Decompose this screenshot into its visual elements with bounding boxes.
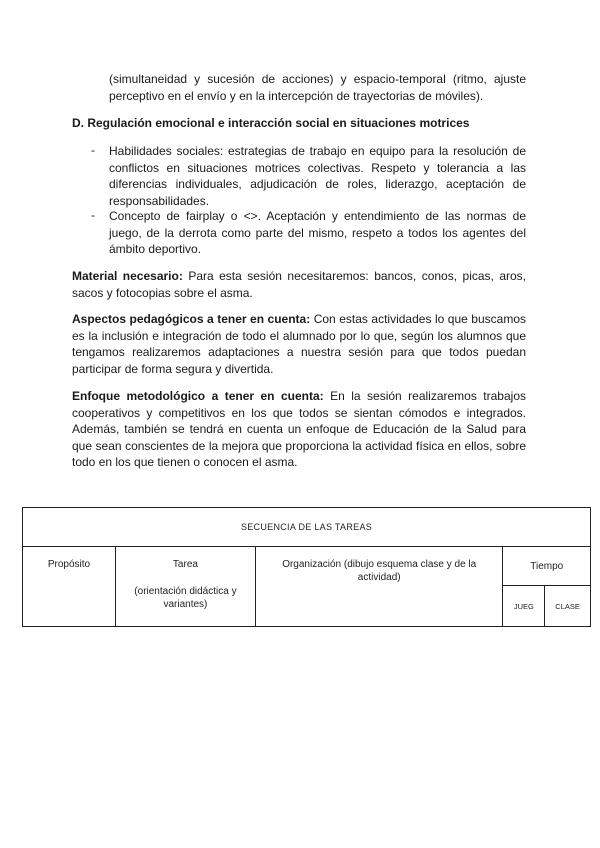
bullet-dash: - [91,208,95,222]
enfoque-paragraph [72,388,526,471]
aspectos-label: Aspectos pedagógicos a tener en cuenta: [72,312,311,326]
aspectos-paragraph [72,311,526,377]
header-tarea-label: Tarea [172,559,198,570]
header-proposito: Propósito [23,547,116,627]
aspectos-text: Con estas actividades lo que buscamos es la inclusión e integración de todo el alumnado por lo que, según los alumnos que tengamos realizaremos adaptaciones a nuestra sesión para que todos puedan participar de forma segura y divertida. [72,312,526,376]
header-organizacion: Organización (dibujo esquema clase y de la actividad) [255,547,503,627]
material-paragraph [72,268,526,301]
bullet-dash: - [91,143,95,157]
section-d-heading: D. Regulación emocional e interacción social en situaciones motrices [72,116,470,130]
enfoque-label: Enfoque metodológico a tener en cuenta: [72,389,324,403]
material-text: Para esta sesión necesitaremos: bancos, conos, picas, aros, sacos y fotocopias sobre el asma. [72,269,526,300]
enfoque-text: En la sesión realizaremos trabajos cooperativos y competitivos en los que todos se sientan cómodos e integrados. Además, también se tendrá en cuenta un enfoque de Educación de la Salud para que sean conscientes de la mejora que proporciona la actividad física en ellos, sobre todo en los que tienen o conocen el asma. [72,389,526,469]
task-sequence-table [22,507,591,627]
header-tiempo: Tiempo [503,547,591,586]
table-title: SECUENCIA DE LAS TAREAS [23,508,591,547]
material-label: Material necesario: [72,269,183,283]
header-tarea-subtitle: (orientación didáctica y variantes) [134,586,237,610]
header-juego: JUEG [503,586,545,627]
intro-continuation: (simultaneidad y sucesión de acciones) y espacio-temporal (ritmo, ajuste perceptivo en el envío y en la intercepción de trayectorias de móviles). [109,72,526,103]
bullet-fairplay: Concepto de fairplay o <>. Aceptación y entendimiento de las normas de juego, de la derrota como parte del mismo, respeto a todos los agentes del ámbito deportivo. [109,209,526,256]
header-clase: CLASE [545,586,591,627]
header-tarea [115,547,255,627]
bullet-habilidades-sociales: Habilidades sociales: estrategias de trabajo en equipo para la resolución de conflictos en situaciones motrices colectivas. Respeto y tolerancia a las diferencias individuales, adjudicación de roles, liderazgo, aceptación de responsabilidades. [109,144,526,208]
